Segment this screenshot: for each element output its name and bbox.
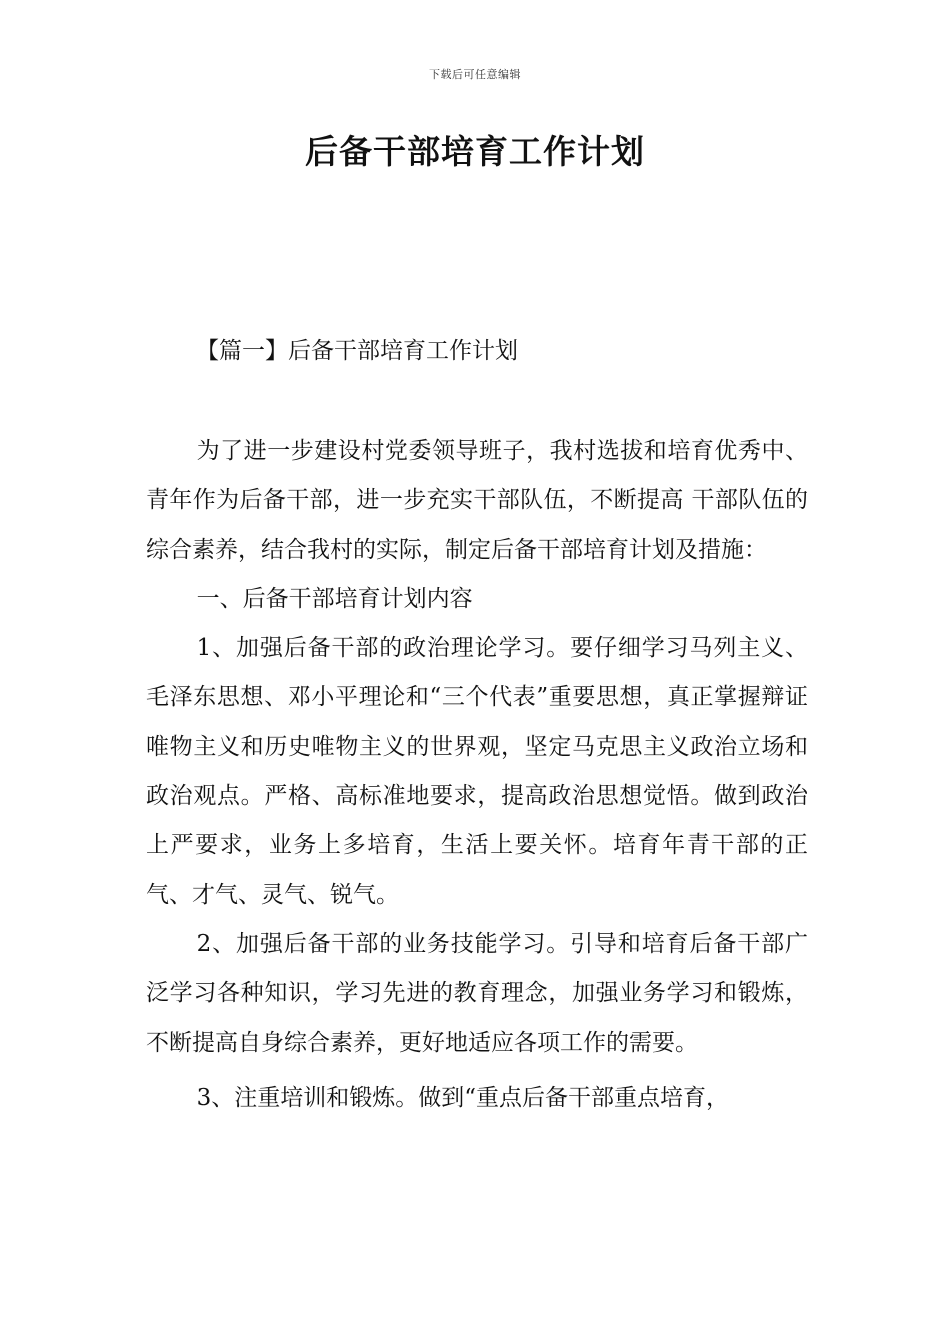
paragraph-heading-one: 一、后备干部培育计划内容: [196, 585, 473, 612]
paragraph-intro: 为了进一步建设村党委领导班子，我村选拔和培育优秀中、青年作为后备干部，进一步充实干部队伍，不断提高 干部队伍的综合素养，结合我村的实际，制定后备干部培育计划及措施：: [146, 438, 808, 563]
paragraph-item-1: 1、加强后备干部的政治理论学习。要仔细学习马列主义、毛泽东思想、邓小平理论和“三个代表”重要思想，真正掌握辩证唯物主义和历史唯物主义的世界观，坚定马克思主义政治立场和政治观点。严格、高标准地要求，提高政治思想觉悟。做到政治上严要求，业务上多培育，生活上要关怀。培育年青干部的正气、才气、灵气、锐气。: [146, 635, 808, 908]
page-header-note: 下载后可任意编辑: [429, 68, 521, 81]
document-body: [146, 427, 808, 1123]
section-heading: 【篇一】后备干部培育工作计划: [196, 338, 518, 364]
paragraph-item-3: 3、注重培训和锻炼。做到“重点后备干部重点培育，: [196, 1084, 729, 1111]
paragraph-item-2: 2、加强后备干部的业务技能学习。引导和培育后备干部广泛学习各种知识，学习先进的教育理念，加强业务学习和锻炼，不断提高自身综合素养，更好地适应各项工作的需要。: [146, 930, 808, 1056]
document-title: 后备干部培育工作计划: [305, 132, 645, 171]
